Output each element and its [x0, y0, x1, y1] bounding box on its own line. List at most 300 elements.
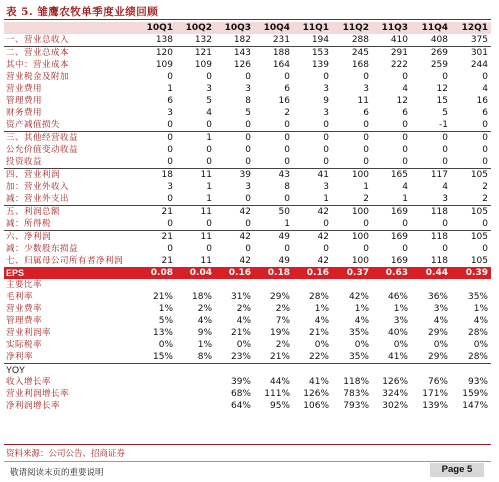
- cell-value: 6: [167, 96, 173, 106]
- row-label: 毛利率: [6, 292, 34, 302]
- cell-value: 42: [317, 256, 329, 266]
- cell-value: 0: [245, 194, 251, 204]
- cell-value: 29%: [269, 292, 290, 302]
- table-row: [4, 376, 491, 388]
- cell-value: [215, 364, 254, 377]
- cell-value: [176, 279, 215, 291]
- cell-value: 0: [442, 219, 448, 229]
- cell-value: 3: [206, 84, 212, 94]
- cell-value: 41: [293, 169, 332, 182]
- cell-value: 139%: [422, 401, 448, 411]
- page-number: Page 5: [430, 463, 484, 477]
- cell-value: 0: [482, 157, 488, 167]
- cell-value: 21%: [152, 292, 173, 302]
- table-row: [4, 351, 491, 364]
- cell-value: 11: [200, 256, 212, 266]
- row-label: 投资收益: [6, 157, 43, 167]
- cell-value: 4: [402, 182, 408, 192]
- cell-value: 28%: [308, 292, 329, 302]
- cell-value: 188: [254, 47, 293, 60]
- table-row: [4, 193, 491, 206]
- row-label: 二、营业总成本: [4, 47, 134, 60]
- title-rule: [4, 19, 491, 20]
- cell-value: 0: [323, 244, 329, 254]
- cell-value: 0: [206, 157, 212, 167]
- cell-value: 165: [372, 169, 411, 182]
- cell-value: [332, 279, 372, 291]
- cell-value: 0: [363, 157, 369, 167]
- cell-value: 1%: [354, 304, 369, 314]
- cell-value: 41%: [387, 352, 408, 362]
- cell-value: 105: [451, 206, 491, 219]
- cell-value: 0: [482, 219, 488, 229]
- cell-value: 8: [284, 182, 290, 192]
- cell-value: 0%: [393, 340, 408, 350]
- cell-value: 3: [363, 84, 369, 94]
- cell-value: [293, 279, 332, 291]
- cell-value: 5: [206, 96, 212, 106]
- column-header: 10Q1: [146, 23, 173, 33]
- cell-value: 4%: [473, 316, 488, 326]
- cell-value: 6: [482, 108, 488, 118]
- table-row: [4, 71, 491, 83]
- cell-value: 0: [482, 145, 488, 155]
- table-bottom-rule: [4, 444, 491, 445]
- cell-value: 43: [254, 169, 293, 182]
- cell-value: 11: [176, 169, 215, 182]
- cell-value: 49: [278, 256, 290, 266]
- cell-value: 6: [402, 108, 408, 118]
- cell-value: 0: [284, 194, 290, 204]
- cell-value: 118%: [343, 377, 369, 387]
- header-blank: [4, 22, 134, 34]
- cell-value: 118: [411, 231, 451, 244]
- cell-value: 0: [411, 132, 451, 145]
- cell-value: 291: [372, 47, 411, 60]
- cell-value: 3%: [433, 304, 448, 314]
- cell-value: 1%: [314, 304, 329, 314]
- row-label: 七、归属母公司所有者净利润: [6, 256, 124, 266]
- cell-value: 8: [245, 96, 251, 106]
- cell-value: 16: [476, 96, 488, 106]
- cell-value: 222: [390, 60, 408, 70]
- cell-value: 100: [332, 231, 372, 244]
- cell-value: 76%: [427, 377, 448, 387]
- cell-value: 21%: [308, 328, 329, 338]
- cell-value: 42: [239, 256, 251, 266]
- cell-value: 0: [323, 72, 329, 82]
- cell-value: 4: [482, 84, 488, 94]
- row-label: 实际税率: [6, 340, 43, 350]
- cell-value: 302%: [382, 401, 408, 411]
- cell-value: 4: [206, 108, 212, 118]
- row-label: 减：营业外支出: [6, 194, 70, 204]
- cell-value: 0: [402, 72, 408, 82]
- row-label: 一、营业总收入: [6, 35, 70, 45]
- cell-value: 375: [470, 35, 488, 45]
- table-row: [4, 144, 491, 156]
- cell-value: 19%: [269, 328, 290, 338]
- table-row: [4, 206, 491, 219]
- cell-value: 3: [245, 182, 251, 192]
- cell-value: [176, 400, 215, 412]
- cell-value: 0: [323, 120, 329, 130]
- cell-value: 159%: [462, 389, 488, 399]
- row-label: 营业费用: [6, 84, 43, 94]
- cell-value: 0: [206, 244, 212, 254]
- cell-value: 3: [245, 84, 251, 94]
- cell-value: 2%: [275, 304, 290, 314]
- cell-value: 171%: [422, 389, 448, 399]
- cell-value: 0: [284, 157, 290, 167]
- cell-value: 28%: [467, 328, 488, 338]
- cell-value: 0: [167, 145, 173, 155]
- cell-value: 0.04: [189, 268, 212, 278]
- cell-value: 231: [272, 35, 290, 45]
- cell-value: 11: [176, 231, 215, 244]
- column-header: 10Q4: [263, 23, 290, 33]
- cell-value: 13%: [152, 328, 173, 338]
- cell-value: 2: [482, 182, 488, 192]
- cell-value: 0%: [314, 340, 329, 350]
- cell-value: 1: [206, 182, 212, 192]
- cell-value: 0: [323, 157, 329, 167]
- cell-value: 0: [284, 120, 290, 130]
- row-label: 三、其他经营收益: [4, 132, 134, 145]
- cell-value: [134, 400, 176, 412]
- cell-value: 6: [284, 84, 290, 94]
- row-label: 五、利润总额: [4, 206, 134, 219]
- cell-value: 29%: [427, 328, 448, 338]
- cell-value: 0%: [236, 340, 251, 350]
- cell-value: 0: [442, 72, 448, 82]
- column-header: 11Q2: [342, 23, 369, 33]
- cell-value: 42: [293, 206, 332, 219]
- cell-value: 3: [323, 108, 329, 118]
- cell-value: 21: [161, 256, 173, 266]
- table-row: [4, 119, 491, 132]
- cell-value: 0: [167, 194, 173, 204]
- cell-value: [372, 279, 411, 291]
- cell-value: 194: [311, 35, 329, 45]
- row-label: 营业利润增长率: [6, 389, 70, 399]
- cell-value: 0: [284, 244, 290, 254]
- cell-value: 169: [372, 231, 411, 244]
- cell-value: 21: [134, 206, 176, 219]
- table-row: [4, 327, 491, 339]
- cell-value: 35%: [348, 352, 369, 362]
- cell-value: 168: [351, 60, 369, 70]
- cell-value: 36%: [427, 292, 448, 302]
- column-header: 12Q1: [461, 23, 488, 33]
- cell-value: 0: [402, 244, 408, 254]
- cell-value: 7%: [275, 316, 290, 326]
- cell-value: 0%: [158, 340, 173, 350]
- cell-value: [254, 279, 293, 291]
- table-title: 表 5. 雏鹰农牧单季度业绩回顾: [6, 6, 159, 18]
- table-row: [4, 181, 491, 193]
- cell-value: [134, 364, 176, 377]
- cell-value: 0.63: [385, 268, 408, 278]
- cell-value: 0: [442, 244, 448, 254]
- column-header: 11Q1: [302, 23, 329, 33]
- cell-value: [134, 388, 176, 400]
- cell-value: 18: [134, 169, 176, 182]
- cell-value: 132: [194, 35, 212, 45]
- cell-value: [215, 279, 254, 291]
- cell-value: [451, 279, 491, 291]
- cell-value: 40%: [387, 328, 408, 338]
- cell-value: 111%: [264, 389, 290, 399]
- table-row: [4, 303, 491, 315]
- cell-value: 121: [176, 47, 215, 60]
- row-label: 净利润增长率: [6, 401, 61, 411]
- row-label: 管理费率: [6, 316, 43, 326]
- cell-value: 4%: [197, 316, 212, 326]
- cell-value: 15%: [152, 352, 173, 362]
- cell-value: [134, 279, 176, 291]
- cell-value: 259: [430, 60, 448, 70]
- row-label: 六、净利润: [4, 231, 134, 244]
- cell-value: 0: [332, 132, 372, 145]
- cell-value: 106%: [303, 401, 329, 411]
- cell-value: 0: [363, 219, 369, 229]
- cell-value: 0: [206, 219, 212, 229]
- cell-value: 12: [436, 84, 448, 94]
- cell-value: [411, 279, 451, 291]
- table-row: [4, 218, 491, 231]
- cell-value: 118: [430, 256, 448, 266]
- cell-value: 4%: [433, 316, 448, 326]
- cell-value: 12: [396, 96, 408, 106]
- table-row: [4, 156, 491, 169]
- cell-value: 169: [390, 256, 408, 266]
- cell-value: 0: [245, 244, 251, 254]
- cell-value: 0.39: [465, 268, 488, 278]
- column-header: 10Q2: [185, 23, 212, 33]
- row-label: 营业费率: [6, 304, 43, 314]
- cell-value: 1%: [158, 304, 173, 314]
- row-label: 管理费用: [6, 96, 43, 106]
- cell-value: 5: [442, 108, 448, 118]
- cell-value: 0: [323, 219, 329, 229]
- cell-value: 0: [134, 132, 176, 145]
- cell-value: 31%: [230, 292, 251, 302]
- table-row: [4, 83, 491, 95]
- cell-value: 3: [167, 182, 173, 192]
- cell-value: 39: [215, 169, 254, 182]
- cell-value: 21%: [269, 352, 290, 362]
- cell-value: 126%: [382, 377, 408, 387]
- footer-rule: [4, 461, 491, 462]
- cell-value: 21%: [230, 328, 251, 338]
- cell-value: 126%: [303, 389, 329, 399]
- table-row: [4, 388, 491, 400]
- cell-value: [451, 364, 491, 377]
- cell-value: 164: [272, 60, 290, 70]
- cell-value: 0: [442, 145, 448, 155]
- cell-value: 100: [332, 206, 372, 219]
- cell-value: 0.08: [150, 268, 173, 278]
- cell-value: -1: [439, 120, 448, 130]
- cell-value: 0.44: [425, 268, 448, 278]
- row-label: EPS: [6, 268, 25, 278]
- column-header: 10Q3: [224, 23, 251, 33]
- cell-value: 4%: [354, 316, 369, 326]
- cell-value: 21: [134, 231, 176, 244]
- cell-value: 2: [284, 108, 290, 118]
- cell-value: 42%: [348, 292, 369, 302]
- cell-value: 64%: [230, 401, 251, 411]
- cell-value: 0: [482, 120, 488, 130]
- cell-value: 0: [323, 145, 329, 155]
- cell-value: 1: [167, 84, 173, 94]
- row-label: 净利率: [6, 352, 34, 362]
- cell-value: 324%: [382, 389, 408, 399]
- cell-value: 2%: [236, 304, 251, 314]
- cell-value: 15: [436, 96, 448, 106]
- cell-value: 0: [482, 72, 488, 82]
- cell-value: [293, 364, 332, 377]
- table-row: [4, 95, 491, 107]
- row-label: 公允价值变动收益: [6, 145, 79, 155]
- cell-value: 0.37: [346, 268, 369, 278]
- cell-value: 0: [245, 219, 251, 229]
- cell-value: 100: [351, 256, 369, 266]
- cell-value: 2%: [197, 304, 212, 314]
- cell-value: 408: [430, 35, 448, 45]
- cell-value: 783%: [343, 389, 369, 399]
- cell-value: 5%: [158, 316, 173, 326]
- header-row: [4, 22, 491, 34]
- cell-value: 0: [363, 244, 369, 254]
- cell-value: [134, 376, 176, 388]
- cell-value: 0%: [473, 340, 488, 350]
- cell-value: 1%: [393, 304, 408, 314]
- cell-value: 49: [254, 231, 293, 244]
- row-label: 营业税金及附加: [6, 72, 70, 82]
- cell-value: 42: [215, 231, 254, 244]
- cell-value: 0: [167, 72, 173, 82]
- cell-value: 4%: [314, 316, 329, 326]
- cell-value: 1: [206, 194, 212, 204]
- cell-value: 0: [402, 145, 408, 155]
- cell-value: [332, 364, 372, 377]
- cell-value: 0: [206, 120, 212, 130]
- cell-value: 105: [451, 231, 491, 244]
- table-row: [4, 231, 491, 244]
- cell-value: 244: [470, 60, 488, 70]
- cell-value: 0: [167, 219, 173, 229]
- cell-value: 117: [411, 169, 451, 182]
- cell-value: 153: [293, 47, 332, 60]
- cell-value: 3: [323, 182, 329, 192]
- cell-value: [372, 364, 411, 377]
- cell-value: 0: [451, 132, 491, 145]
- cell-value: [411, 364, 451, 377]
- cell-value: 0: [372, 132, 411, 145]
- table-row: [4, 267, 491, 279]
- table-row: [4, 47, 491, 60]
- cell-value: 6: [363, 108, 369, 118]
- row-label: 财务费用: [6, 108, 43, 118]
- cell-value: 0.18: [267, 268, 290, 278]
- table-row: [4, 59, 491, 71]
- cell-value: 35%: [348, 328, 369, 338]
- cell-value: 11: [176, 206, 215, 219]
- cell-value: [176, 388, 215, 400]
- table-row: [4, 291, 491, 303]
- cell-value: 288: [351, 35, 369, 45]
- cell-value: 0: [206, 145, 212, 155]
- table-row: [4, 243, 491, 255]
- cell-value: 35%: [467, 292, 488, 302]
- cell-value: 0.16: [306, 268, 329, 278]
- table-row: [4, 315, 491, 327]
- cell-value: 0: [254, 132, 293, 145]
- cell-value: 44%: [269, 377, 290, 387]
- cell-value: 0: [167, 157, 173, 167]
- cell-value: 9: [323, 96, 329, 106]
- quarterly-results-table: [4, 22, 491, 412]
- cell-value: 4%: [236, 316, 251, 326]
- cell-value: 4: [442, 182, 448, 192]
- cell-value: 95%: [269, 401, 290, 411]
- cell-value: 0: [245, 72, 251, 82]
- cell-value: 109: [155, 60, 173, 70]
- cell-value: 0: [215, 132, 254, 145]
- cell-value: 2%: [275, 340, 290, 350]
- cell-value: 269: [411, 47, 451, 60]
- cell-value: 9%: [197, 328, 212, 338]
- row-label: 四、营业利润: [4, 169, 134, 182]
- cell-value: 0: [245, 120, 251, 130]
- cell-value: 0: [402, 219, 408, 229]
- cell-value: 16: [278, 96, 290, 106]
- cell-value: 3: [442, 194, 448, 204]
- row-label: 其中：营业成本: [6, 60, 70, 70]
- cell-value: 50: [254, 206, 293, 219]
- cell-value: [176, 376, 215, 388]
- cell-value: 4: [402, 84, 408, 94]
- row-label: 主要比率: [6, 280, 43, 290]
- row-label: 收入增长率: [6, 377, 52, 387]
- cell-value: 118: [411, 206, 451, 219]
- cell-value: 39%: [230, 377, 251, 387]
- cell-value: 301: [451, 47, 491, 60]
- cell-value: 68%: [230, 389, 251, 399]
- cell-value: [176, 364, 215, 377]
- cell-value: 0: [245, 157, 251, 167]
- cell-value: 0: [206, 72, 212, 82]
- cell-value: 109: [194, 60, 212, 70]
- row-label: 资产减值损失: [6, 120, 61, 130]
- cell-value: 147%: [462, 401, 488, 411]
- cell-value: 0: [167, 244, 173, 254]
- table-row: [4, 255, 491, 267]
- cell-value: 0: [167, 120, 173, 130]
- cell-value: 793%: [343, 401, 369, 411]
- cell-value: 0: [482, 244, 488, 254]
- cell-value: 143: [215, 47, 254, 60]
- cell-value: 0: [284, 145, 290, 155]
- cell-value: 0: [402, 120, 408, 130]
- cell-value: 46%: [387, 292, 408, 302]
- cell-value: 245: [332, 47, 372, 60]
- cell-value: 0: [363, 145, 369, 155]
- cell-value: 42: [215, 206, 254, 219]
- cell-value: 0: [245, 145, 251, 155]
